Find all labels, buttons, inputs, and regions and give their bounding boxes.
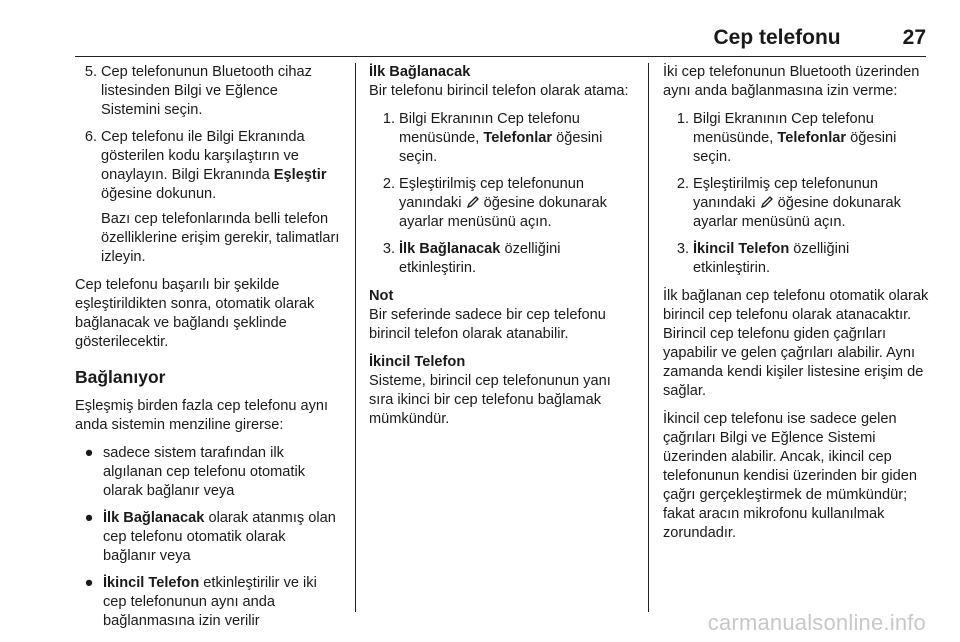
bullet-icon: ● xyxy=(84,510,94,526)
step-text-after: öğesini seçin. xyxy=(399,130,603,165)
paragraph: Eşleşmiş birden fazla cep telefonu aynı anda sistemin menziline girerse: xyxy=(75,398,329,433)
step-text: Cep telefonunun Bluetooth cihaz listesinden Bilgi ve Eğlence Sistemini seçin. xyxy=(101,64,312,118)
note-text: Bir seferinde sadece bir cep telefonu birincil telefon olarak atanabilir. xyxy=(369,307,606,342)
bullet-item xyxy=(75,444,341,501)
step-bold: Eşleştir xyxy=(273,167,327,183)
step-item xyxy=(667,175,929,232)
step-text-after: öğesine dokunarak ayarlar menüsünü açın. xyxy=(399,195,607,230)
step-number: 1. xyxy=(676,111,689,127)
step-item xyxy=(373,175,635,232)
bullet-text: etkinleştirilir ve iki cep telefonunun aynı anda bağlanmasına izin verilir xyxy=(103,575,317,629)
step-content xyxy=(399,175,635,232)
paragraph: İki cep telefonunun Bluetooth üzerinden aynı anda bağlanmasına izin verme: xyxy=(663,64,920,99)
bullet-item xyxy=(75,509,341,566)
step-number: 1. xyxy=(382,111,395,127)
step-content xyxy=(399,110,635,167)
paragraph: İlk bağlanan cep telefonu otomatik olarak birincil cep telefonu olarak atanacaktır. Birincil cep telefonu giden çağrıları yapabilir ve gelen çağrıları alabilir. Aynı zamanda kendi kişiler listesine erişim de sağlar. xyxy=(663,288,929,399)
step-item xyxy=(667,240,929,278)
pairing-steps xyxy=(75,63,341,267)
column-1 xyxy=(75,63,341,640)
bullet-list xyxy=(75,444,341,631)
bullet-content xyxy=(103,509,341,566)
step-number: 3. xyxy=(676,241,689,257)
step-text: Eşleştirilmiş cep telefonunun yanındaki xyxy=(693,176,878,211)
paragraph: İkincil cep telefonu ise sadece gelen çağrıları Bilgi ve Eğlence Sistemi üzerinden alabilir. Ancak, ikincil cep telefonunun kendisi üzerinden bir giden çağrı gerçekleştirmek de mümkündür; fakat aracın mikrofonu kullanılmak zorundadır. xyxy=(663,411,917,541)
step-text: Bilgi Ekranının Cep telefonu menüsünde, xyxy=(399,111,580,146)
step-text-after: özelliğini etkinleştirin. xyxy=(399,241,561,276)
page-number: 27 xyxy=(902,26,926,49)
step-item xyxy=(373,240,635,278)
step-content xyxy=(101,128,341,267)
bullet-text: sadece sistem tarafından ilk algılanan cep telefonu otomatik olarak bağlanır veya xyxy=(103,445,306,499)
pencil-icon xyxy=(466,195,480,209)
bullet-content xyxy=(103,574,341,631)
step-bold: İkincil Telefon xyxy=(693,241,790,257)
bullet-icon: ● xyxy=(84,445,94,461)
primary-phone-steps xyxy=(373,110,635,278)
paragraph: Bir telefonu birincil telefon olarak atama: xyxy=(369,83,629,99)
step-item xyxy=(75,63,341,120)
step-item xyxy=(75,128,341,267)
page-title: Cep telefonu xyxy=(713,26,841,49)
column-divider xyxy=(648,63,649,612)
column-2 xyxy=(369,63,635,438)
step-number: 3. xyxy=(382,241,395,257)
page-header xyxy=(713,26,926,52)
step-number: 2. xyxy=(676,176,689,192)
section-heading: İlk Bağlanacak xyxy=(369,64,471,80)
step-content xyxy=(693,175,929,232)
step-content xyxy=(693,240,929,278)
header-rule xyxy=(75,56,926,57)
step-text: Bilgi Ekranının Cep telefonu menüsünde, xyxy=(693,111,874,146)
step-item xyxy=(667,110,929,167)
note-heading: Not xyxy=(369,288,394,304)
step-content xyxy=(399,240,635,278)
step-text-after: öğesine dokunarak ayarlar menüsünü açın. xyxy=(693,195,901,230)
step-text-after: özelliğini etkinleştirin. xyxy=(693,241,850,276)
step-number: 5. xyxy=(84,64,97,80)
step-bold: Telefonlar xyxy=(777,130,847,146)
bullet-bold: İlk Bağlanacak xyxy=(103,510,205,526)
paragraph: Sisteme, birincil cep telefonunun yanı sıra ikinci bir cep telefonu bağlamak mümkündür. xyxy=(369,373,611,427)
watermark: carmanualsonline.info xyxy=(707,610,926,635)
step-bold: İlk Bağlanacak xyxy=(399,241,501,257)
step-number: 2. xyxy=(382,176,395,192)
step-text: Eşleştirilmiş cep telefonunun yanındaki xyxy=(399,176,584,211)
section-title: Bağlanıyor xyxy=(75,367,166,387)
section-heading: İkincil Telefon xyxy=(369,354,466,370)
step-text-after: öğesini seçin. xyxy=(693,130,897,165)
secondary-phone-steps xyxy=(667,110,929,278)
bullet-text: olarak atanmış olan cep telefonu otomatik olarak bağlanır veya xyxy=(103,510,336,564)
step-item xyxy=(373,110,635,167)
column-divider xyxy=(355,63,356,612)
step-number: 6. xyxy=(84,129,97,145)
step-subnote: Bazı cep telefonlarında belli telefon özelliklerine erişim gerekir, talimatları izleyin. xyxy=(101,211,340,265)
bullet-item xyxy=(75,574,341,631)
paragraph: Cep telefonu başarılı bir şekilde eşleştirildikten sonra, otomatik olarak bağlanacak ve bağlandı şeklinde gösterilecektir. xyxy=(75,277,315,350)
column-3 xyxy=(663,63,929,552)
bullet-bold: İkincil Telefon xyxy=(103,575,200,591)
bullet-icon: ● xyxy=(84,575,94,591)
pencil-icon xyxy=(760,195,774,209)
step-text: Cep telefonu ile Bilgi Ekranında gösterilen kodu karşılaştırın ve onaylayın. Bilgi Ekranında xyxy=(101,129,305,183)
step-content xyxy=(693,110,929,167)
step-text-after: öğesine dokunun. xyxy=(101,186,217,202)
step-bold: Telefonlar xyxy=(483,130,553,146)
